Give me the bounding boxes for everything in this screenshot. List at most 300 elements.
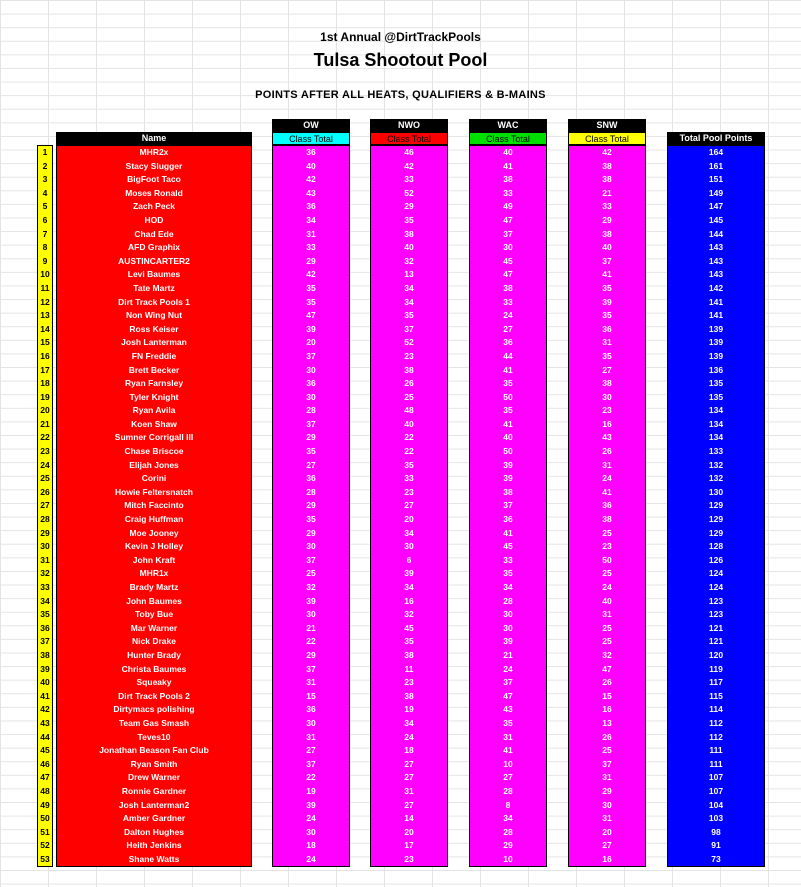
ow-score-cell: 30 (306, 364, 316, 375)
ow-score-cell: 36 (306, 473, 316, 484)
rank-cell: 38 (40, 649, 50, 660)
name-cell: Dirtymacs polishing (113, 704, 195, 715)
name-cell: Heith Jenkins (126, 840, 182, 851)
snw-score-cell: 38 (602, 228, 612, 239)
name-cell: Shane Watts (128, 853, 180, 864)
total-points-cell: 115 (709, 690, 723, 701)
name-cell: Ronnie Gardner (121, 785, 187, 796)
name-cell: Kevin J Holley (124, 541, 184, 552)
total-points-cell: 139 (708, 337, 724, 348)
name-cell: Mar Warner (130, 622, 178, 633)
wac-score-cell: 41 (503, 160, 513, 171)
total-points-cell: 141 (708, 296, 724, 307)
ow-score-cell: 24 (306, 853, 316, 864)
wac-score-cell: 41 (503, 364, 513, 375)
class-code-snw: SNW (568, 119, 646, 132)
class-total-header-wac: Class Total (469, 132, 547, 145)
total-points-cell: 98 (711, 826, 721, 837)
rank-cell: 28 (40, 514, 50, 525)
wac-score-cell: 47 (503, 214, 513, 225)
nwo-score-cell: 38 (404, 228, 414, 239)
nwo-score-cell: 46 (404, 147, 414, 157)
total-points-cell: 139 (708, 350, 724, 361)
rank-cell: 2 (42, 160, 48, 171)
snw-score-cell: 32 (602, 649, 612, 660)
wac-score-cell: 29 (503, 840, 513, 851)
rank-cell: 31 (40, 554, 50, 565)
ow-score-cell: 47 (306, 310, 316, 321)
wac-score-cell: 41 (503, 745, 513, 756)
rank-cell: 41 (40, 690, 50, 701)
nwo-score-cell: 48 (404, 405, 414, 416)
snw-score-cell: 29 (602, 785, 612, 796)
wac-score-cell: 10 (503, 758, 513, 769)
ow-score-cell: 29 (306, 649, 316, 660)
rank-cell: 11 (40, 282, 50, 293)
rank-cell: 8 (42, 242, 48, 253)
ow-score-cell: 31 (306, 228, 316, 239)
wac-score-cell: 28 (503, 785, 513, 796)
total-points-cell: 135 (708, 378, 724, 389)
snw-score-cell: 26 (602, 446, 612, 457)
ow-score-cell: 37 (306, 418, 316, 429)
rank-cell: 3 (42, 174, 48, 185)
rank-cell: 34 (40, 595, 50, 606)
ow-score-cell: 22 (306, 772, 316, 783)
ow-score-cell: 35 (306, 446, 316, 457)
total-points-cell: 136 (708, 364, 724, 375)
snw-score-cell: 40 (602, 242, 612, 253)
ow-score-cell: 39 (306, 323, 316, 334)
rank-cell: 22 (40, 432, 50, 443)
total-points-cell: 128 (708, 541, 724, 552)
points-caption: POINTS AFTER ALL HEATS, QUALIFIERS & B-MAINS (255, 89, 546, 101)
nwo-score-cell: 27 (404, 758, 414, 769)
snw-score-cell: 30 (602, 391, 612, 402)
ow-score-cell: 29 (306, 255, 316, 266)
name-cell: Corini (141, 473, 167, 484)
total-points-cell: 139 (708, 323, 724, 334)
rank-cell: 7 (42, 228, 48, 239)
ow-score-cell: 37 (306, 554, 316, 565)
rank-cell: 37 (40, 636, 50, 647)
total-points-cell: 147 (708, 201, 724, 212)
total-points-cell: 124 (708, 568, 724, 579)
name-cell: Christa Baumes (121, 663, 187, 674)
wac-score-cell: 45 (503, 255, 513, 266)
rank-cell: 24 (40, 459, 50, 470)
total-points-cell: 121 (708, 636, 724, 647)
ow-score-cell: 24 (306, 813, 316, 824)
name-cell: BigFoot Taco (127, 174, 181, 185)
total-points-cell: 114 (709, 704, 723, 715)
rank-cell: 23 (40, 446, 50, 457)
wac-score-cell: 37 (503, 228, 513, 239)
nwo-score-cell: 14 (404, 813, 414, 824)
snw-score-cell: 40 (602, 595, 612, 606)
nwo-score-cell: 22 (404, 432, 414, 443)
total-points-cell: 130 (708, 486, 724, 497)
snw-score-cell: 39 (602, 296, 612, 307)
ow-score-cell: 31 (306, 677, 316, 688)
rank-cell: 46 (40, 758, 50, 769)
ow-score-cell: 37 (306, 663, 316, 674)
name-cell: John Kraft (132, 554, 176, 565)
name-cell: Team Gas Smash (118, 717, 190, 728)
ow-score-cell: 42 (306, 269, 316, 280)
rank-cell: 47 (40, 772, 50, 783)
wac-score-cell: 35 (503, 378, 513, 389)
snw-score-cell: 50 (602, 554, 612, 565)
ow-score-cell: 28 (306, 486, 316, 497)
nwo-score-cell: 45 (404, 622, 414, 633)
ow-score-cell: 19 (306, 785, 316, 796)
snw-score-cell: 25 (602, 568, 612, 579)
snw-score-cell: 35 (602, 350, 612, 361)
total-points-cell: 119 (709, 663, 723, 674)
wac-score-cell: 24 (503, 310, 513, 321)
ow-score-cell: 20 (306, 337, 316, 348)
snw-score-cell: 38 (602, 160, 612, 171)
rank-cell: 10 (40, 269, 50, 280)
nwo-score-cell: 35 (404, 459, 414, 470)
nwo-score-cell: 52 (404, 337, 414, 348)
name-cell: Moses Ronald (125, 187, 183, 198)
rank-cell: 35 (40, 609, 50, 620)
snw-score-cell: 41 (602, 269, 612, 280)
rank-cell: 15 (40, 337, 50, 348)
total-points-cell: 107 (708, 785, 724, 796)
name-cell: Hunter Brady (127, 649, 181, 660)
nwo-score-cell: 32 (404, 609, 414, 620)
snw-score-cell: 25 (602, 636, 612, 647)
ow-score-cell: 22 (306, 636, 316, 647)
snw-score-cell: 36 (602, 323, 612, 334)
total-points-cell: 149 (708, 187, 724, 198)
total-points-cell: 123 (708, 595, 724, 606)
nwo-score-cell: 34 (404, 717, 414, 728)
rank-cell: 25 (40, 473, 50, 484)
snw-score-cell: 38 (602, 378, 612, 389)
rank-cell: 42 (40, 704, 50, 715)
rank-cell: 12 (40, 296, 50, 307)
class-total-header-snw: Class Total (568, 132, 646, 145)
snw-score-cell: 36 (602, 500, 612, 511)
rank-cell: 40 (40, 677, 50, 688)
total-points-column (667, 145, 765, 867)
name-cell: Koen Shaw (131, 418, 177, 429)
snw-score-cell: 33 (602, 201, 612, 212)
ow-score-cell: 30 (306, 391, 316, 402)
total-points-cell: 104 (708, 799, 724, 810)
name-cell: FN Freddie (131, 350, 177, 361)
name-cell: AFD Graphix (128, 242, 180, 253)
nwo-score-cell: 39 (404, 568, 414, 579)
nwo-score-cell: 42 (404, 160, 414, 171)
name-cell: Squeaky (136, 677, 172, 688)
nwo-score-cell: 38 (404, 690, 414, 701)
name-cell: Tyler Knight (129, 391, 179, 402)
total-points-cell: 112 (709, 717, 723, 728)
nwo-score-cell: 38 (404, 364, 414, 375)
rank-column (37, 145, 53, 867)
rank-cell: 17 (40, 364, 50, 375)
name-cell: Levi Baumes (127, 269, 181, 280)
snw-score-cell: 25 (602, 745, 612, 756)
ow-score-cell: 30 (306, 826, 316, 837)
wac-score-cell: 35 (503, 405, 513, 416)
ow-score-cell: 27 (306, 745, 316, 756)
name-cell: Jonathan Beason Fan Club (99, 745, 209, 756)
snw-score-cell: 47 (602, 663, 612, 674)
total-points-cell: 142 (708, 282, 724, 293)
name-cell: Chase Briscoe (124, 446, 184, 457)
nwo-score-cell: 23 (404, 350, 414, 361)
nwo-score-cell: 23 (404, 677, 414, 688)
rank-cell: 29 (40, 527, 50, 538)
snw-score-cell: 25 (602, 622, 612, 633)
wac-score-cell: 35 (503, 717, 513, 728)
total-points-cell: 129 (708, 500, 724, 511)
name-cell: Zach Peck (132, 201, 176, 212)
name-cell: Dalton Hughes (124, 826, 184, 837)
snw-score-cell: 38 (602, 514, 612, 525)
snw-score-cell: 16 (602, 418, 612, 429)
wac-score-cell: 31 (503, 731, 513, 742)
nwo-score-cell: 32 (404, 255, 414, 266)
name-cell: Elijah Jones (129, 459, 179, 470)
nwo-score-cell: 20 (404, 514, 414, 525)
wac-score-cell: 24 (503, 663, 513, 674)
nwo-score-cell: 26 (404, 378, 414, 389)
snw-score-cell: 37 (602, 758, 612, 769)
name-cell: Teves10 (137, 731, 171, 742)
ow-score-cell: 29 (306, 500, 316, 511)
rank-cell: 21 (40, 418, 50, 429)
wac-score-cell: 21 (503, 649, 513, 660)
total-points-cell: 120 (708, 649, 724, 660)
name-cell: Drew Warner (127, 772, 181, 783)
snw-score-cell: 30 (602, 799, 612, 810)
wac-score-cell: 35 (503, 568, 513, 579)
total-points-cell: 107 (708, 772, 724, 783)
snw-score-cell: 23 (602, 541, 612, 552)
nwo-score-cell: 34 (404, 282, 414, 293)
total-points-cell: 143 (708, 269, 724, 280)
total-points-cell: 124 (708, 582, 724, 592)
wac-score-cell: 50 (503, 391, 513, 402)
total-points-cell: 111 (709, 758, 723, 769)
rank-cell: 13 (40, 310, 50, 321)
nwo-score-column (370, 145, 448, 867)
nwo-score-cell: 40 (404, 418, 414, 429)
nwo-score-cell: 20 (404, 826, 414, 837)
total-points-cell: 145 (708, 214, 724, 225)
snw-score-cell: 31 (602, 459, 612, 470)
name-cell: Tate Martz (133, 282, 175, 293)
snw-score-cell: 37 (602, 255, 612, 266)
wac-score-cell: 28 (503, 595, 513, 606)
name-cell: Ryan Farnsley (124, 378, 184, 389)
nwo-score-cell: 27 (404, 500, 414, 511)
snw-score-cell: 38 (602, 174, 612, 185)
ow-score-cell: 36 (306, 201, 316, 212)
pool-subtitle: 1st Annual @DirtTrackPools (320, 30, 481, 44)
nwo-score-cell: 23 (404, 853, 414, 864)
nwo-score-cell: 23 (404, 486, 414, 497)
snw-score-cell: 31 (602, 337, 612, 348)
nwo-score-cell: 17 (404, 840, 414, 851)
total-points-cell: 129 (708, 514, 724, 525)
rank-cell: 52 (40, 840, 50, 851)
name-cell: Ross Keiser (129, 323, 179, 334)
wac-score-cell: 43 (503, 704, 513, 715)
ow-score-cell: 37 (306, 758, 316, 769)
nwo-score-cell: 34 (404, 527, 414, 538)
class-code-nwo: NWO (370, 119, 448, 132)
wac-score-cell: 38 (503, 174, 513, 185)
wac-score-cell: 33 (503, 296, 513, 307)
total-points-cell: 121 (708, 622, 724, 633)
ow-score-cell: 43 (306, 187, 316, 198)
nwo-score-cell: 11 (404, 663, 414, 674)
nwo-score-cell: 31 (404, 785, 414, 796)
snw-score-cell: 25 (602, 527, 612, 538)
name-cell: Sumner Corrigall III (114, 432, 194, 443)
total-points-cell: 134 (708, 432, 724, 443)
wac-score-cell: 8 (505, 799, 511, 810)
snw-score-cell: 15 (602, 690, 612, 701)
ow-score-cell: 30 (306, 717, 316, 728)
ow-score-cell: 36 (306, 378, 316, 389)
total-points-cell: 73 (711, 853, 721, 864)
wac-score-cell: 47 (503, 269, 513, 280)
rank-cell: 6 (42, 214, 48, 225)
page-title: Tulsa Shootout Pool (313, 50, 488, 70)
nwo-score-cell: 35 (404, 214, 414, 225)
ow-score-cell: 40 (306, 160, 316, 171)
nwo-score-cell: 30 (404, 541, 414, 552)
name-header: Name (56, 132, 252, 145)
name-cell: Mitch Faccinto (124, 500, 184, 511)
snw-score-cell: 43 (602, 432, 612, 443)
ow-score-cell: 25 (306, 568, 316, 579)
snw-score-cell: 29 (602, 214, 612, 225)
rank-cell: 26 (40, 486, 50, 497)
name-cell: Ryan Avila (132, 405, 176, 416)
rank-cell: 16 (40, 350, 50, 361)
class-total-header-ow: Class Total (272, 132, 350, 145)
snw-score-cell: 31 (602, 813, 612, 824)
wac-score-cell: 27 (503, 323, 513, 334)
ow-score-cell: 36 (306, 704, 316, 715)
total-points-cell: 134 (708, 418, 724, 429)
snw-score-cell: 35 (602, 282, 612, 293)
total-points-cell: 143 (708, 255, 724, 266)
ow-score-cell: 30 (306, 609, 316, 620)
total-points-cell: 91 (711, 840, 721, 851)
name-cell: Dirt Track Pools 2 (118, 690, 190, 701)
rank-cell: 43 (40, 717, 50, 728)
rank-cell: 49 (40, 799, 50, 810)
nwo-score-cell: 22 (404, 446, 414, 457)
rank-cell: 20 (40, 405, 50, 416)
rank-cell: 5 (42, 201, 48, 212)
total-points-cell: 144 (708, 228, 724, 239)
rank-cell: 44 (40, 731, 50, 742)
total-points-cell: 132 (708, 459, 724, 470)
rank-cell: 48 (40, 785, 50, 796)
rank-cell: 9 (42, 255, 48, 266)
rank-cell: 18 (40, 378, 50, 389)
nwo-score-cell: 40 (404, 242, 414, 253)
nwo-score-cell: 35 (404, 636, 414, 647)
name-cell: Howie Feltersnatch (115, 486, 193, 497)
wac-score-cell: 41 (503, 418, 513, 429)
wac-score-cell: 36 (503, 514, 513, 525)
name-cell: Ryan Smith (130, 758, 178, 769)
wac-score-cell: 33 (503, 187, 513, 198)
wac-score-cell: 44 (503, 350, 513, 361)
ow-score-cell: 35 (306, 514, 316, 525)
name-cell: MHR2x (139, 147, 169, 157)
nwo-score-cell: 25 (404, 391, 414, 402)
nwo-score-cell: 34 (404, 296, 414, 307)
name-cell: John Baumes (126, 595, 182, 606)
rank-cell: 45 (40, 745, 50, 756)
wac-score-cell: 36 (503, 337, 513, 348)
snw-score-column (568, 145, 646, 867)
snw-score-cell: 24 (602, 473, 612, 484)
rank-cell: 51 (40, 826, 50, 837)
name-cell: Brett Becker (128, 364, 180, 375)
ow-score-cell: 36 (306, 147, 316, 157)
total-points-cell: 117 (709, 677, 723, 688)
class-code-ow: OW (272, 119, 350, 132)
total-points-cell: 151 (708, 174, 724, 185)
nwo-score-cell: 16 (404, 595, 414, 606)
ow-score-cell: 29 (306, 527, 316, 538)
rank-cell: 36 (40, 622, 50, 633)
ow-score-cell: 28 (306, 405, 316, 416)
wac-score-cell: 27 (503, 772, 513, 783)
ow-score-cell: 39 (306, 595, 316, 606)
name-cell: Moe Jooney (129, 527, 179, 538)
snw-score-cell: 31 (602, 772, 612, 783)
rank-cell: 50 (40, 813, 50, 824)
total-points-cell: 129 (708, 527, 724, 538)
ow-score-cell: 29 (306, 432, 316, 443)
total-points-cell: 143 (708, 242, 724, 253)
ow-score-cell: 34 (306, 214, 316, 225)
snw-score-cell: 26 (602, 731, 612, 742)
nwo-score-cell: 38 (404, 649, 414, 660)
class-code-wac: WAC (469, 119, 547, 132)
ow-score-cell: 27 (306, 459, 316, 470)
ow-score-cell: 42 (306, 174, 316, 185)
wac-score-cell: 38 (503, 486, 513, 497)
nwo-score-cell: 37 (404, 323, 414, 334)
nwo-score-cell: 6 (406, 554, 412, 565)
total-points-cell: 126 (708, 554, 724, 565)
wac-score-cell: 39 (503, 636, 513, 647)
wac-score-cell: 39 (503, 459, 513, 470)
total-points-cell: 132 (708, 473, 724, 484)
wac-score-column (469, 145, 547, 867)
total-points-cell: 164 (708, 147, 724, 157)
snw-score-cell: 24 (602, 582, 612, 592)
total-points-cell: 123 (708, 609, 724, 620)
